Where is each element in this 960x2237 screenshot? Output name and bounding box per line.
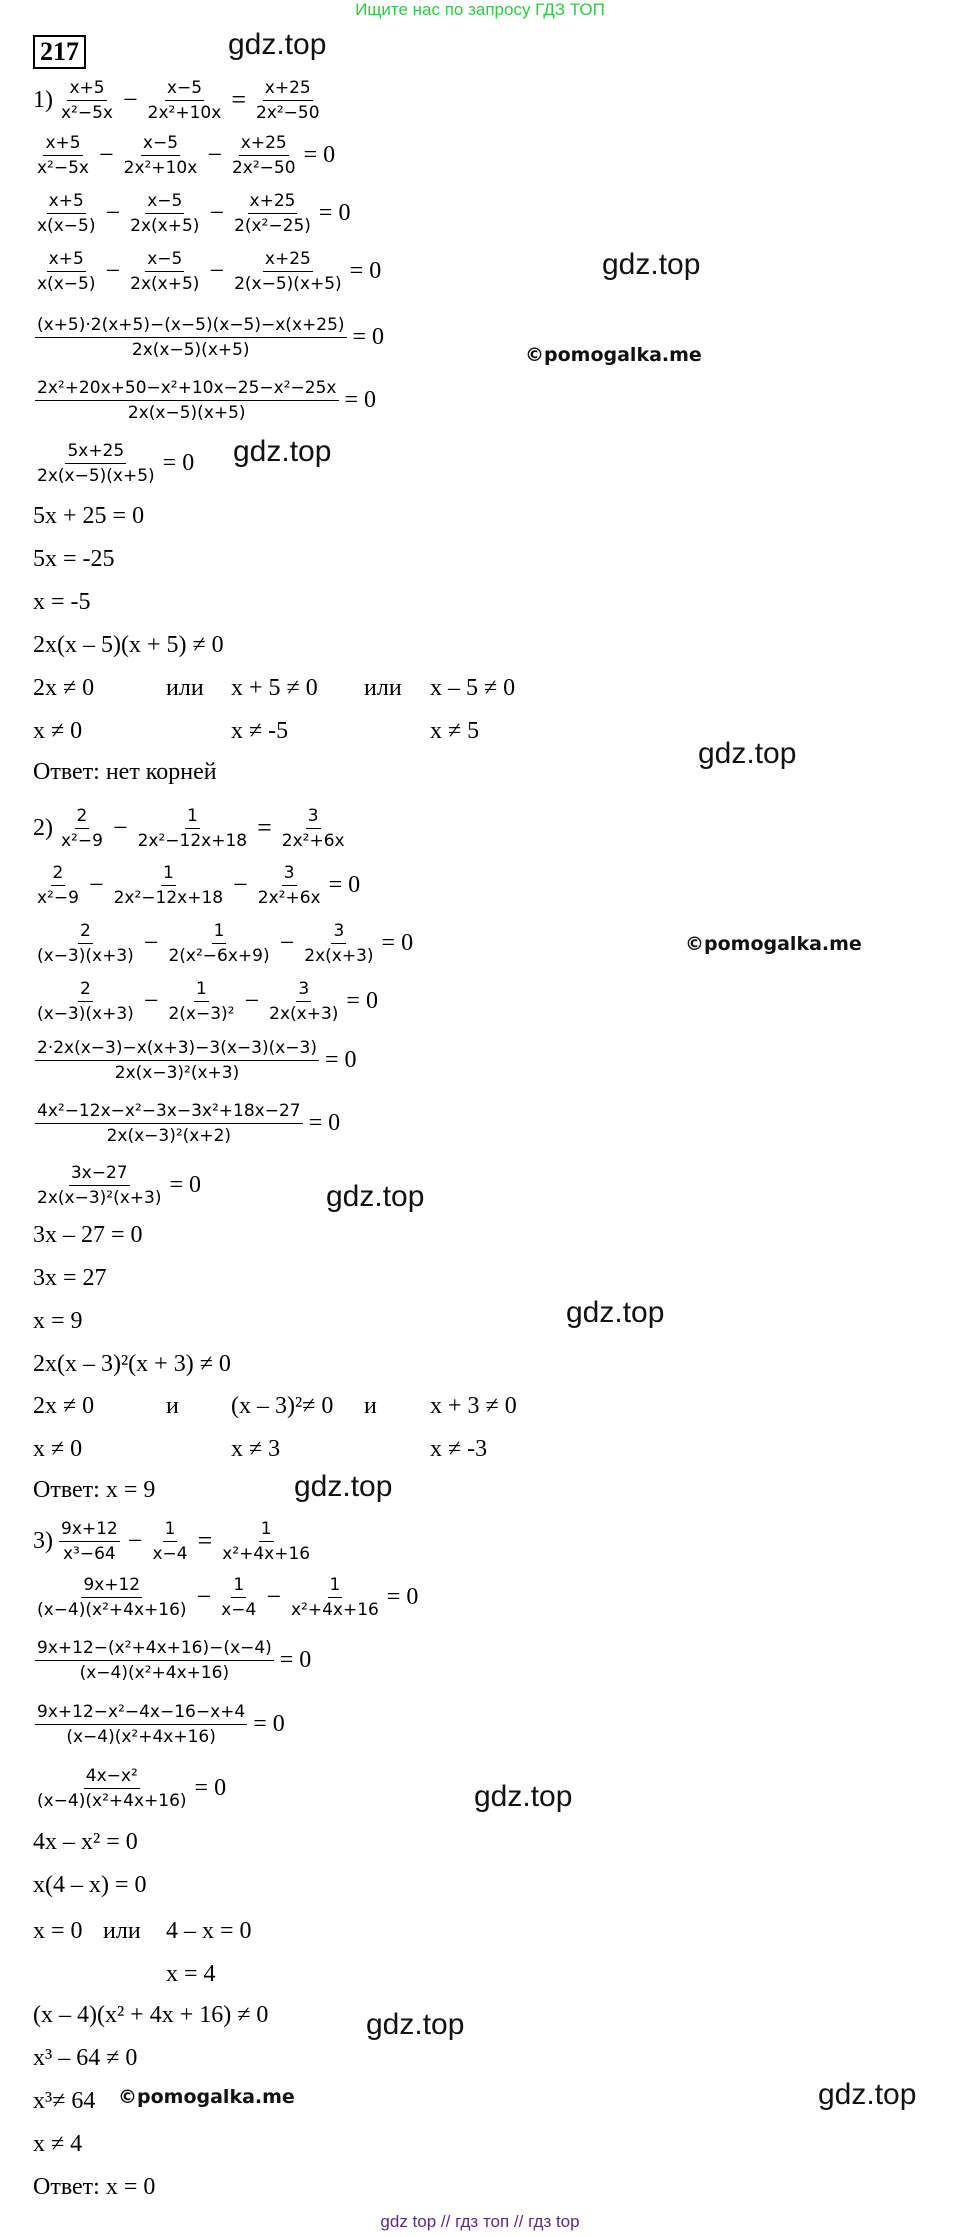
p2-res-1: x ≠ 0 bbox=[33, 1436, 83, 1462]
p3-line-9: x = 4 bbox=[166, 1961, 216, 1987]
watermark-pomogalka-2: ©pomogalka.me bbox=[685, 933, 862, 955]
fraction: $\frac{1}{\text{2(x−3)²}}$ bbox=[168, 978, 235, 1024]
p3-line-7: x(4 – x) = 0 bbox=[33, 1871, 147, 1898]
p3-line-11: x³ – 64 ≠ 0 bbox=[33, 2044, 138, 2071]
p2-line-5: $\frac{2\cdot 2x(x-3)-x(x+3)-3(x-3)(x-3)}{\text{2x(x−3)²(x+3)}}$ = 0 bbox=[37, 1037, 357, 1083]
fraction: $\frac{x+25}{2(x-5)(x+5)}$ bbox=[234, 248, 342, 294]
p1-line-2: x+5 x²−5x − $\frac{x-5}{\text{2x²+10x}}$ − $\frac{x+25}{\text{2x²−50}}$ = 0 bbox=[37, 132, 336, 178]
search-banner[interactable]: Ищите нас по запросу ГДЗ ТОП bbox=[355, 0, 605, 19]
fraction: $\frac{1}{\text{x²+4x+16}}$ bbox=[291, 1574, 379, 1620]
p2-line-9: 3x = 27 bbox=[33, 1264, 107, 1291]
fraction: x+5 x(x−5) bbox=[37, 190, 96, 236]
p2-line-1: 2) 2 x²−9 − $\frac{1}{\text{2x²−12x+18}}$ = $\frac{3}{\text{2x²+6x}}$ bbox=[33, 805, 345, 851]
fraction: x+5 x²−5x bbox=[61, 77, 113, 123]
watermark-pomogalka-1: ©pomogalka.me bbox=[525, 344, 702, 366]
p1-line-1: 1) x+5 x²−5x − $\frac{x-5}{\text{2x²+10x}}$ = $\frac{x+25}{\text{2x²−50}}$ bbox=[33, 77, 320, 123]
watermark-gdz-9: gdz.top bbox=[366, 2008, 465, 2041]
p3-line-10: (x – 4)(x² + 4x + 16) ≠ 0 bbox=[33, 2001, 269, 2028]
p1-line-5: $\frac{(x+5)\cdot 2(x+5)-(x-5)(x-5)-x(x+25)}{2x(x-5)(x+5)}$ = 0 bbox=[37, 314, 385, 360]
p2-line-8: 3x – 27 = 0 bbox=[33, 1221, 143, 1248]
fraction: x+5 x²−5x bbox=[37, 132, 89, 178]
fraction: 9x+12 x³−64 bbox=[61, 1518, 118, 1564]
p2-line-7: $\frac{3x-27}{\text{2x(x−3)²(x+3)}}$ = 0 bbox=[37, 1162, 202, 1208]
fraction: $\frac{3}{2x(x+3)}$ bbox=[269, 978, 339, 1024]
p1-res-1: x ≠ 0 bbox=[33, 718, 83, 744]
p1-cond-2: x + 5 ≠ 0 bbox=[231, 675, 318, 701]
watermark-gdz-4: gdz.top bbox=[698, 737, 797, 770]
p1-res-2: x ≠ -5 bbox=[231, 718, 289, 744]
watermark-pomogalka-3: ©pomogalka.me bbox=[118, 2086, 295, 2108]
fraction: $\frac{x-5}{2x(x+5)}$ bbox=[130, 190, 200, 236]
p1-line-6: $\frac{\text{2x²+20x+50−x²+10x−25−x²−25x}}{2x(x-5)(x+5)}$ = 0 bbox=[37, 377, 377, 423]
p1-line-7: $\frac{5x+25}{2x(x-5)(x+5)}$ = 0 bbox=[37, 440, 195, 486]
p1-cond-3: x – 5 ≠ 0 bbox=[430, 675, 516, 701]
p2-line-6: $\frac{\text{4x²−12x−x²−3x−3x²+18x−27}}{\text{2x(x−3)²(x+2)}}$ = 0 bbox=[37, 1100, 341, 1146]
p1-line-4: x+5 x(x−5) − $\frac{x-5}{2x(x+5)}$ − $\frac{x+25}{2(x-5)(x+5)}$ = 0 bbox=[37, 248, 382, 294]
p3-line-6: 4x – x² = 0 bbox=[33, 1828, 138, 1855]
p2-line-3: 2 (x−3)(x+3) − $\frac{1}{\text{2(x²−6x+9)}}$ − $\frac{3}{2x(x+3)}$ = 0 bbox=[37, 920, 414, 966]
p1-res-3: x ≠ 5 bbox=[430, 718, 480, 744]
p3-line-13: x ≠ 4 bbox=[33, 2130, 83, 2157]
p3-line-1: 3) 9x+12 x³−64 − $\frac{1}{x-4}$ = $\frac{1}{\text{x²+4x+16}}$ bbox=[33, 1518, 311, 1564]
p2-cond-3: x + 3 ≠ 0 bbox=[430, 1393, 517, 1419]
fraction: $\frac{(x+5)\cdot 2(x+5)-(x-5)(x-5)-x(x+25)}{2x(x-5)(x+5)}$ bbox=[37, 314, 345, 360]
p1-line-9: 5x = -25 bbox=[33, 545, 115, 572]
p3-or: или bbox=[103, 1918, 141, 1944]
fraction: 2 x²−9 bbox=[37, 862, 79, 908]
p2-answer: Ответ: x = 9 bbox=[33, 1477, 156, 1503]
p1-line-10: x = -5 bbox=[33, 588, 91, 615]
p3-line-12: x³≠ 64 bbox=[33, 2087, 96, 2114]
fraction: $\frac{\text{4x−x²}}{\text{(x−4)(x²+4x+16)}}$ bbox=[37, 1765, 187, 1811]
fraction: $\frac{\text{9x+12−(x²+4x+16)−(x−4)}}{\text{(x−4)(x²+4x+16)}}$ bbox=[37, 1637, 272, 1683]
p1-cond-1: 2x ≠ 0 bbox=[33, 675, 95, 701]
fraction: $\frac{x-5}{\text{2x²+10x}}$ bbox=[147, 77, 222, 123]
p2-line-11: 2x(x – 3)²(x + 3) ≠ 0 bbox=[33, 1350, 231, 1377]
p2-res-3: x ≠ -3 bbox=[430, 1436, 488, 1462]
fraction: $\frac{5x+25}{2x(x-5)(x+5)}$ bbox=[37, 440, 155, 486]
p3-line-3: $\frac{\text{9x+12−(x²+4x+16)−(x−4)}}{\text{(x−4)(x²+4x+16)}}$ = 0 bbox=[37, 1637, 312, 1683]
fraction: $\frac{x-5}{2x(x+5)}$ bbox=[130, 248, 200, 294]
p1-answer: Ответ: нет корней bbox=[33, 759, 217, 785]
fraction: $\frac{\text{2x²+20x+50−x²+10x−25−x²−25x}}{2x(x-5)(x+5)}$ bbox=[37, 377, 337, 423]
p3-label: 3) bbox=[33, 1527, 53, 1554]
fraction: $\frac{\text{9x+12−x²−4x−16−x+4}}{\text{(x−4)(x²+4x+16)}}$ bbox=[37, 1701, 246, 1747]
p3-line-2: 9x+12 (x−4)(x²+4x+16) − $\frac{1}{x-4}$ − $\frac{1}{\text{x²+4x+16}}$ = 0 bbox=[37, 1574, 419, 1620]
fraction: $\frac{3}{\text{2x²+6x}}$ bbox=[281, 805, 345, 851]
p3-line-4: $\frac{\text{9x+12−x²−4x−16−x+4}}{\text{(x−4)(x²+4x+16)}}$ = 0 bbox=[37, 1701, 285, 1747]
p3-cond-2: 4 – x = 0 bbox=[166, 1918, 252, 1944]
fraction: $\frac{1}{\text{2(x²−6x+9)}}$ bbox=[168, 920, 270, 966]
p1-or-1: или bbox=[166, 675, 204, 701]
p2-res-2: x ≠ 3 bbox=[231, 1436, 281, 1462]
watermark-gdz-5: gdz.top bbox=[326, 1180, 425, 1213]
fraction: $\frac{\text{4x²−12x−x²−3x−3x²+18x−27}}{\text{2x(x−3)²(x+2)}}$ bbox=[37, 1100, 301, 1146]
p3-cond-1: x = 0 bbox=[33, 1918, 83, 1944]
fraction: $\frac{3x-27}{\text{2x(x−3)²(x+3)}}$ bbox=[37, 1162, 162, 1208]
watermark-gdz-6: gdz.top bbox=[566, 1296, 665, 1329]
p1-line-11: 2x(x – 5)(x + 5) ≠ 0 bbox=[33, 631, 224, 658]
watermark-gdz-1: gdz.top bbox=[228, 28, 327, 61]
fraction: $\frac{x+25}{\text{2(x²−25)}}$ bbox=[234, 190, 311, 236]
fraction: $\frac{1}{x-4}$ bbox=[152, 1518, 188, 1564]
fraction: 2 (x−3)(x+3) bbox=[37, 920, 134, 966]
p2-cond-1: 2x ≠ 0 bbox=[33, 1393, 95, 1419]
fraction: $\frac{x+25}{\text{2x²−50}}$ bbox=[255, 77, 320, 123]
p1-label: 1) bbox=[33, 86, 53, 113]
fraction: $\frac{x+25}{\text{2x²−50}}$ bbox=[231, 132, 296, 178]
p3-line-5: $\frac{\text{4x−x²}}{\text{(x−4)(x²+4x+16)}}$ = 0 bbox=[37, 1765, 227, 1811]
p3-answer: Ответ: x = 0 bbox=[33, 2173, 156, 2200]
watermark-gdz-8: gdz.top bbox=[474, 1780, 573, 1813]
p2-label: 2) bbox=[33, 814, 53, 841]
p2-and-2: и bbox=[364, 1393, 377, 1419]
watermark-gdz-7: gdz.top bbox=[294, 1470, 393, 1503]
fraction: x+5 x(x−5) bbox=[37, 248, 96, 294]
fraction: $\frac{1}{\text{x²+4x+16}}$ bbox=[222, 1518, 311, 1564]
watermark-gdz-2: gdz.top bbox=[602, 248, 701, 281]
fraction: $\frac{1}{\text{2x²−12x+18}}$ bbox=[137, 805, 248, 851]
p2-cond-2: (x – 3)²≠ 0 bbox=[231, 1393, 334, 1419]
p1-line-8: 5x + 25 = 0 bbox=[33, 502, 145, 529]
fraction: 2 x²−9 bbox=[61, 805, 103, 851]
watermark-gdz-10: gdz.top bbox=[818, 2078, 917, 2111]
p2-line-10: x = 9 bbox=[33, 1307, 83, 1334]
footer-links[interactable]: gdz top // гдз топ // гдз top bbox=[380, 2212, 580, 2231]
fraction: $\frac{2\cdot 2x(x-3)-x(x+3)-3(x-3)(x-3)}{\text{2x(x−3)²(x+3)}}$ bbox=[37, 1037, 318, 1083]
fraction: $\frac{3}{2x(x+3)}$ bbox=[304, 920, 374, 966]
fraction: $\frac{1}{\text{2x²−12x+18}}$ bbox=[113, 862, 224, 908]
fraction: $\frac{1}{x-4}$ bbox=[221, 1574, 257, 1620]
problem-number: 217 bbox=[33, 35, 86, 69]
watermark-gdz-3: gdz.top bbox=[233, 435, 332, 468]
p1-or-2: или bbox=[364, 675, 402, 701]
fraction: 2 (x−3)(x+3) bbox=[37, 978, 134, 1024]
p1-line-3: x+5 x(x−5) − $\frac{x-5}{2x(x+5)}$ − $\frac{x+25}{\text{2(x²−25)}}$ = 0 bbox=[37, 190, 351, 236]
fraction: $\frac{3}{\text{2x²+6x}}$ bbox=[257, 862, 321, 908]
p2-line-4: 2 (x−3)(x+3) − $\frac{1}{\text{2(x−3)²}}$ − $\frac{3}{2x(x+3)}$ = 0 bbox=[37, 978, 378, 1024]
p2-and-1: и bbox=[166, 1393, 179, 1419]
fraction: 9x+12 (x−4)(x²+4x+16) bbox=[37, 1574, 187, 1620]
fraction: $\frac{x-5}{\text{2x²+10x}}$ bbox=[123, 132, 198, 178]
p2-line-2: 2 x²−9 − $\frac{1}{\text{2x²−12x+18}}$ − $\frac{3}{\text{2x²+6x}}$ = 0 bbox=[37, 862, 361, 908]
